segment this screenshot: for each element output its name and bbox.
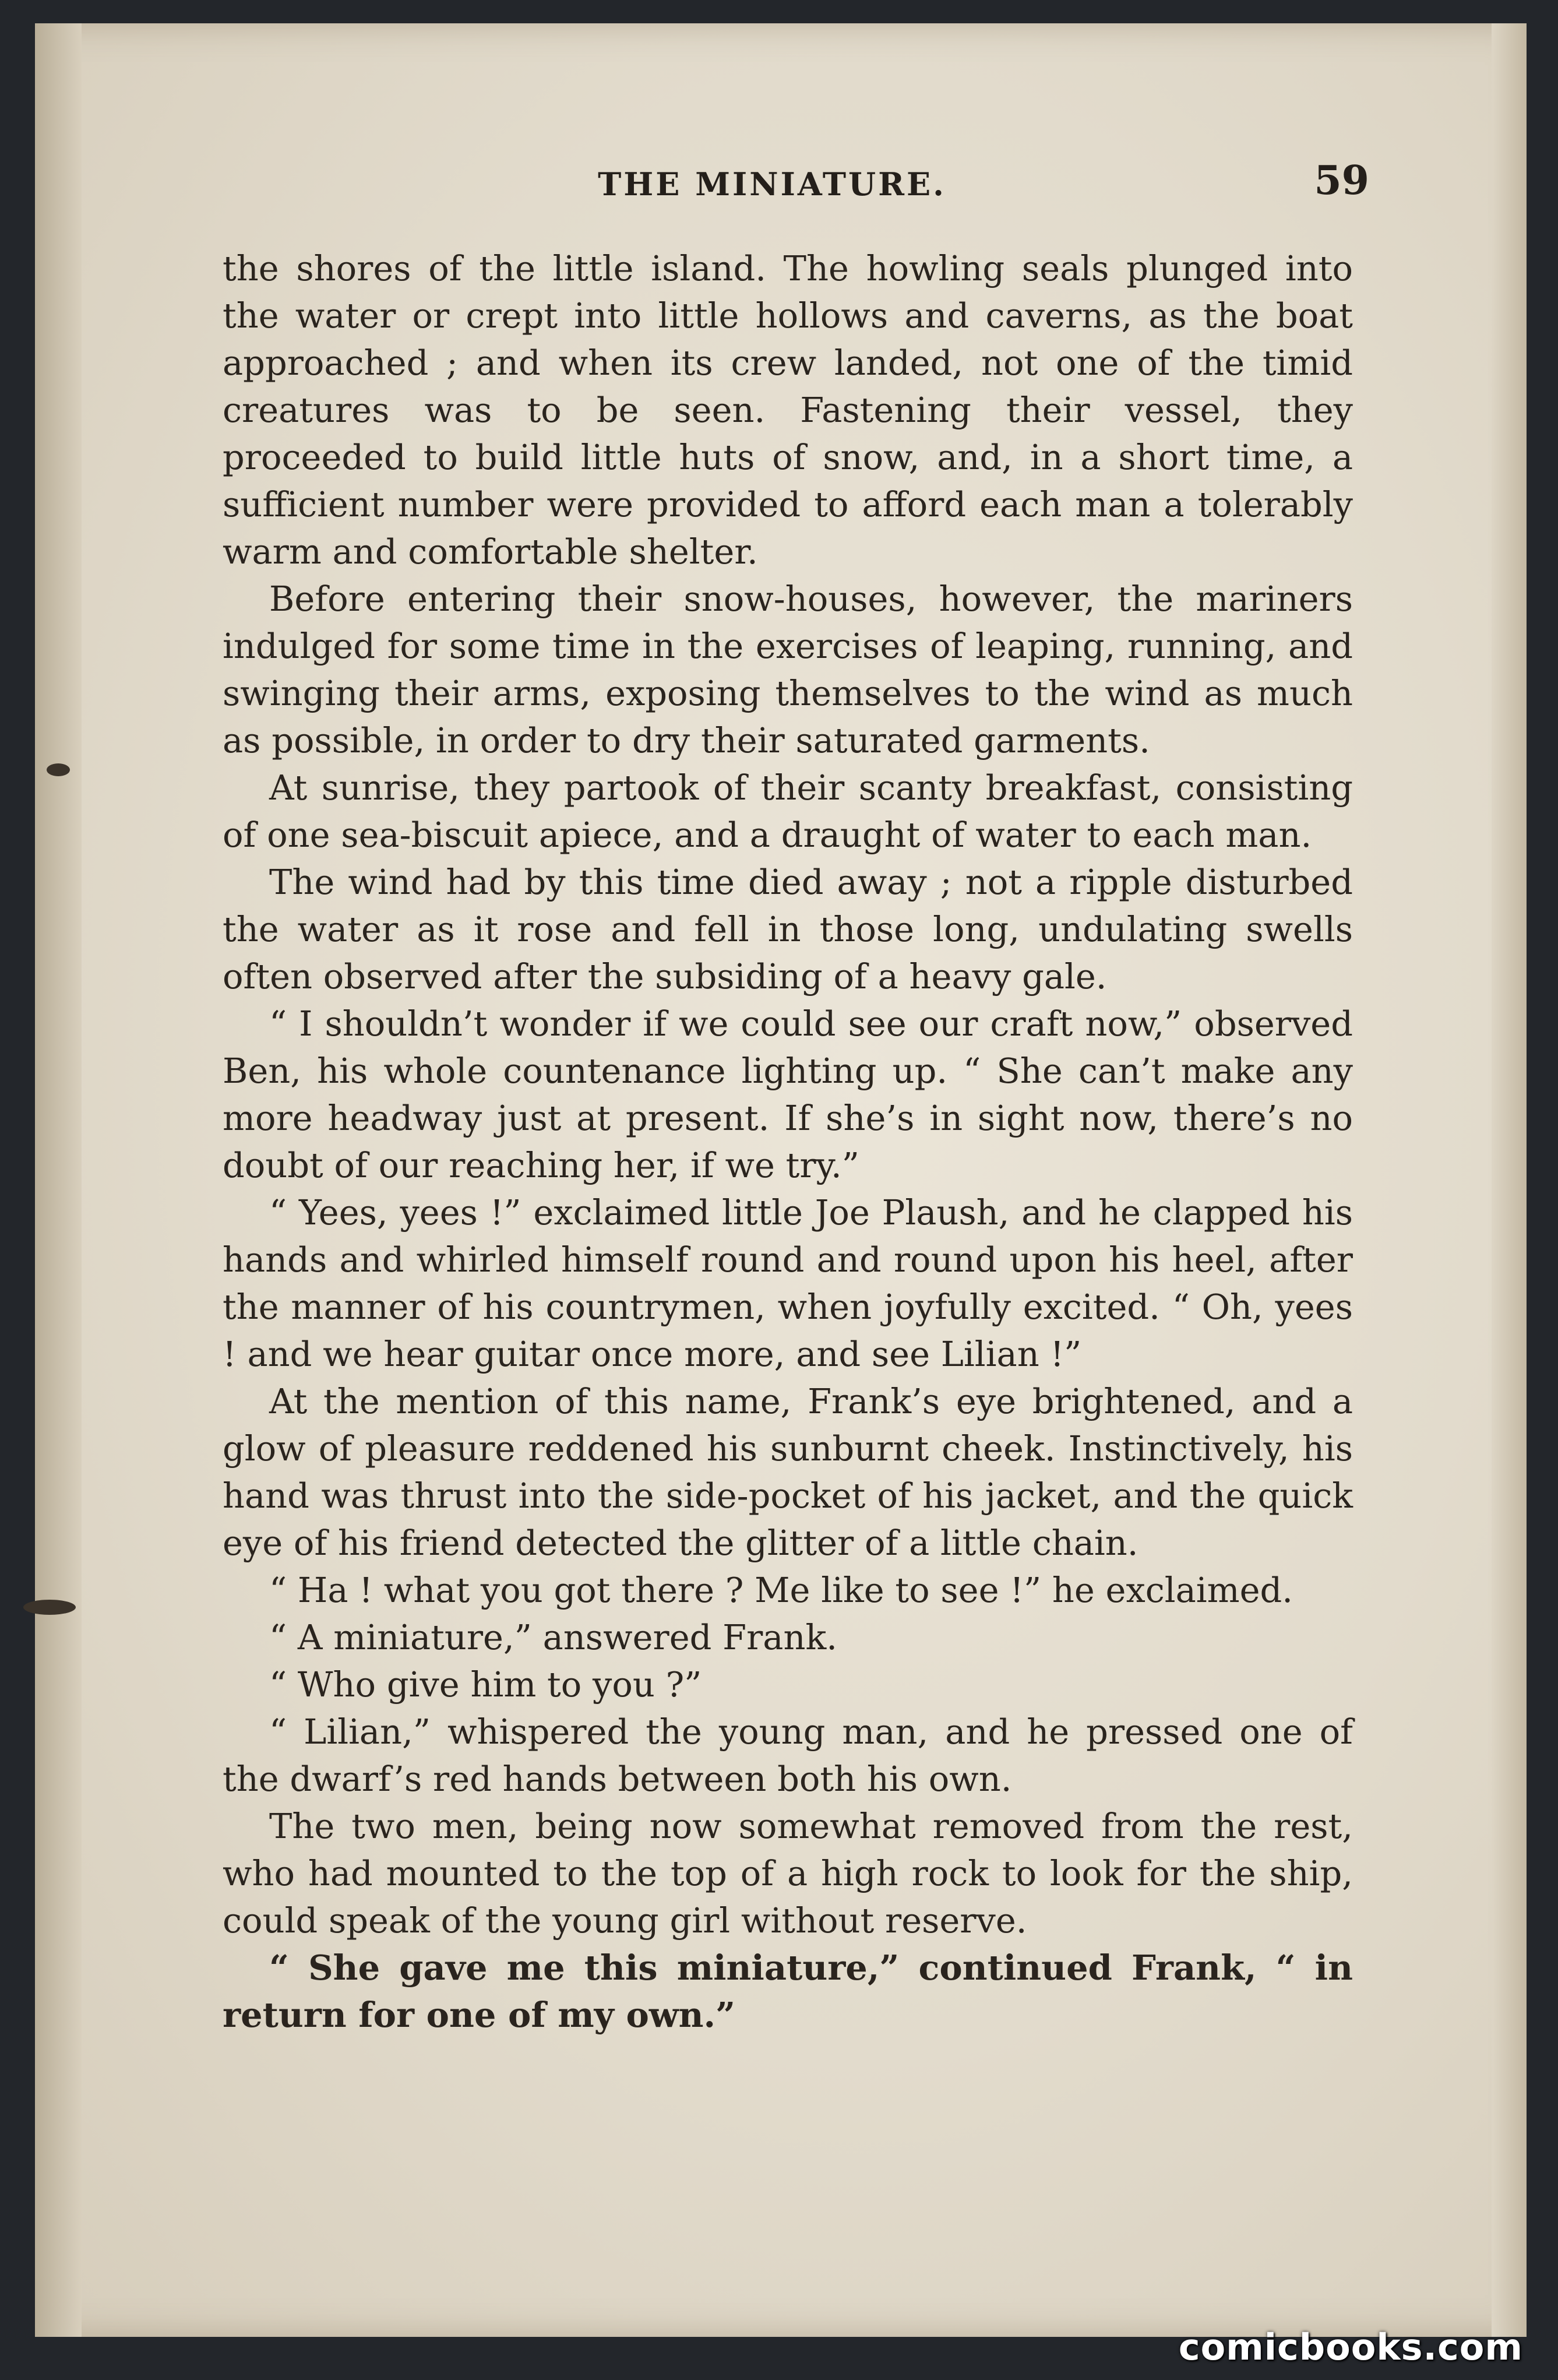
paragraph: “ I shouldn’t wonder if we could see our craft now,” observed Ben, his whole countenance lighting up. “ She can’t make any more headway just at present. If she’s in sight now, there’s no doubt of our reaching her, if we try.” [223, 1004, 1353, 1185]
paragraph: “ Who give him to you ?” [269, 1664, 702, 1705]
binding-hole [23, 1600, 76, 1615]
paragraph: “ A miniature,” answered Frank. [269, 1617, 837, 1657]
paragraph: “ Yees, yees !” exclaimed little Joe Plaush, and he clapped his hands and whirled himself round and round upon his heel, after the manner of his countrymen, when joyfully excited. “ Oh, yees ! and we hear guitar once more, and see Lilian !” [223, 1192, 1353, 1374]
paragraph: “ She gave me this miniature,” continued Frank, “ in return for one of my own.” [223, 1948, 1353, 2035]
body-text [223, 245, 1353, 2039]
paragraph: At the mention of this name, Frank’s eye brightened, and a glow of pleasure reddened his sunburnt cheek. Instinctively, his hand was thrust into the side-pocket of his jacket, and the quick eye of his friend detected the glitter of a little chain. [223, 1381, 1353, 1563]
running-head [175, 157, 1369, 210]
page-gutter [35, 23, 82, 2337]
binding-hole [47, 763, 70, 776]
paragraph: The two men, being now somewhat removed from the rest, who had mounted to the top of a high rock to look for the ship, could speak of the young girl without reserve. [223, 1806, 1353, 1941]
page-edge [1492, 23, 1527, 2337]
running-title: THE MINIATURE. [598, 166, 946, 203]
paragraph: At sunrise, they partook of their scanty breakfast, consisting of one sea-biscuit apiece, and a draught of water to each man. [223, 767, 1353, 855]
paragraph: “ Lilian,” whispered the young man, and he pressed one of the dwarf’s red hands between both his own. [223, 1712, 1353, 1799]
paragraph: “ Ha ! what you got there ? Me like to see !” he exclaimed. [269, 1570, 1293, 1610]
paragraph: The wind had by this time died away ; not a ripple disturbed the water as it rose and fell in those long, undulating swells often observed after the subsiding of a heavy gale. [223, 862, 1353, 997]
paragraph: the shores of the little island. The howling seals plunged into the water or crept into little hollows and caverns, as the boat approached ; and when its crew landed, not one of the timid creatures was to be seen. Fastening their vessel, they proceeded to build little huts of snow, and, in a short time, a sufficient number were provided to afford each man a tolerably warm and comfortable shelter. [223, 248, 1353, 572]
paragraph: Before entering their snow-houses, however, the mariners indulged for some time in the exercises of leaping, running, and swinging their arms, exposing themselves to the wind as much as possible, in order to dry their saturated garments. [223, 579, 1353, 761]
page-number: 59 [1314, 157, 1369, 204]
watermark: comicbooks.com [1178, 2326, 1523, 2368]
